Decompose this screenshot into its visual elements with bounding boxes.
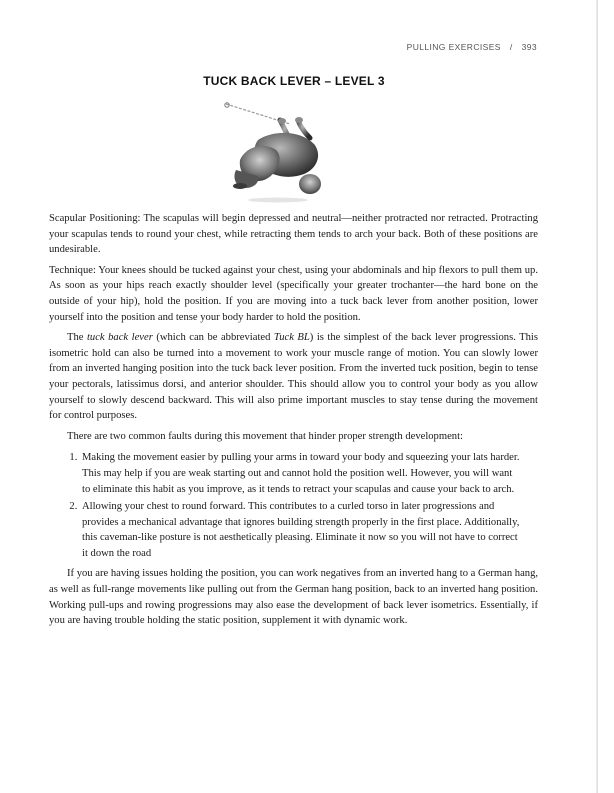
body-text bbox=[49, 211, 538, 634]
tuck-back-lever-illustration bbox=[218, 100, 348, 205]
paragraph-scapular-positioning: Scapular Positioning: The scapulas will begin depressed and neutral—neither protracted nor retracted. Protracting your scapulas tends to round your chest, while retracting them tends to arch your back. Both of these positions are undesirable. bbox=[49, 213, 538, 256]
page-edge-divider bbox=[596, 0, 598, 793]
tuck-back-lever-figure bbox=[218, 100, 348, 205]
tuck-term: tuck back lever bbox=[86, 332, 153, 344]
faults-list bbox=[49, 450, 522, 561]
section-title: TUCK BACK LEVER – LEVEL 3 bbox=[203, 74, 385, 88]
running-head-separator: / bbox=[509, 42, 513, 52]
page-number: 393 bbox=[521, 42, 537, 52]
tuck-pre-text: The bbox=[67, 332, 87, 344]
tuck-mid-text: (which can be abbreviated bbox=[152, 332, 274, 344]
tuck-abbreviation: Tuck BL bbox=[273, 332, 310, 344]
paragraph-tuck-back-lever bbox=[49, 330, 538, 424]
running-head-section: PULLING EXERCISES bbox=[406, 42, 501, 52]
paragraph-faults-intro: There are two common faults during this movement that hinder proper strength development: bbox=[67, 430, 463, 442]
list-item: 1. Making the movement easier by pulling your arms in toward your body and squeezing your lats harder. This may help if you are weak starting out and cannot hold the position well. However, you will want to eliminate this habit as you improve, as it tends to retract your scapulas and cause your back to arch. bbox=[80, 450, 522, 497]
paragraph-technique: Technique: Your knees should be tucked against your chest, using your abdominals and hip flexors to pull them up. As soon as your hips reach exactly shoulder level (specifically your greater trochanter—the hard bone on the outside of your hip), hold the position. If you are moving into a tuck back lever from another position, lower yourself into the position and tense your body harder to hold the position. bbox=[49, 264, 538, 323]
running-head bbox=[407, 42, 537, 52]
paragraph-closing: If you are having issues holding the position, you can work negatives from an inverted hang to a German hang, as well as full-range movements like pulling out from the German hang position, back to an inverted hang position. Working pull-ups and rowing progressions may also ease the development of back lever isometrics. Essentially, if you are having trouble holding the static position, supplement it with dynamic work. bbox=[49, 568, 539, 627]
list-item: 2. Allowing your chest to round forward. This contributes to a curled torso in later progressions and provides a mechanical advantage that ignores building strength properly in the first place. Additionally, this caveman-like posture is not aesthetically pleasing. Eliminate it now so you will not have to correct it down the road bbox=[80, 499, 522, 561]
tuck-post-text: ) is the simplest of the back lever progressions. This isometric hold can also be turned into a movement to work your muscle range of motion. You can slowly lower from an inverted hanging position into the tuck back lever position. From the inverted tuck position, begin to tense your pectorals, latissimus dorsi, and anterior shoulder. This should allow you to control your body as you allow yourself to slowly descend backward. This will also prime important muscles to stay tense during the movement for control purposes. bbox=[49, 332, 538, 422]
